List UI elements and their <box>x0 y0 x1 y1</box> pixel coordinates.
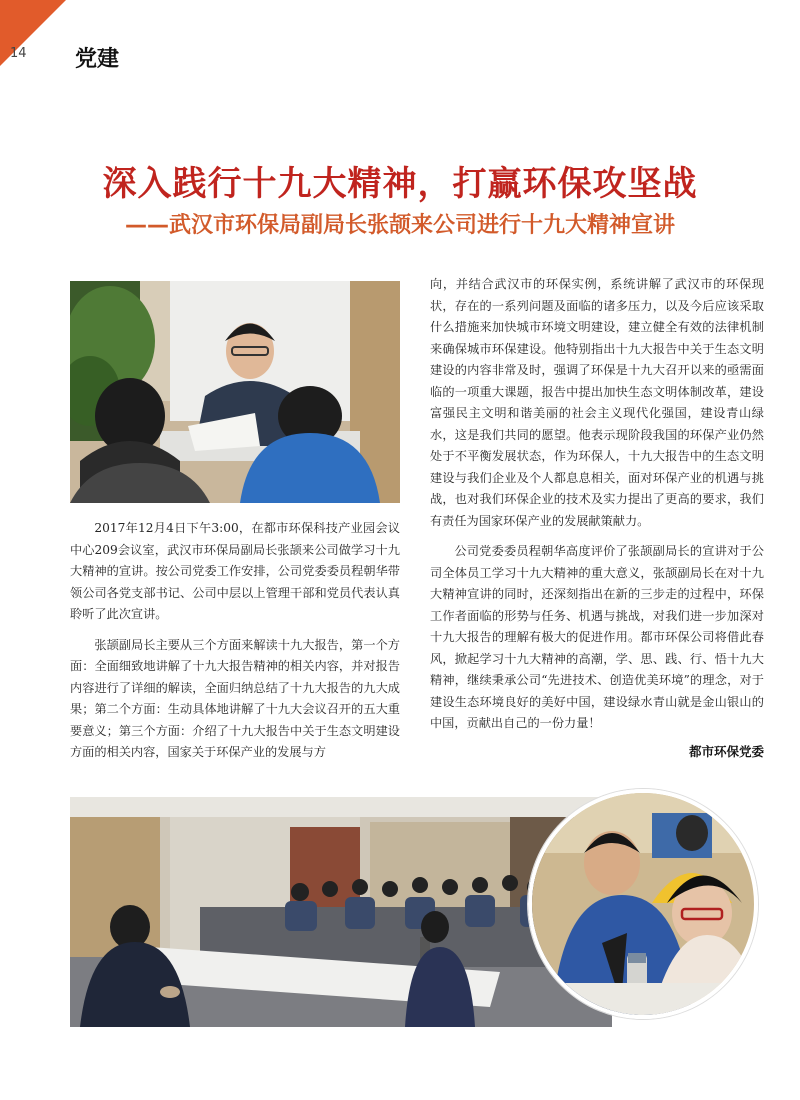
photo-attendees-closeup <box>528 789 758 1019</box>
paragraph: 2017年12月4日下午3:00，在都市环保科技产业园会议中心209会议室，武汉市环保局副局长张颉来公司做学习十九大精神的宣讲。按公司党委工作安排，公司党委委员程朝华带领公司各党支部书记、公司中层以上管理干部和党员代表认真聆听了此次宣讲。 <box>70 521 400 621</box>
section-label: 党建 <box>75 47 120 72</box>
article-column-right <box>430 274 764 744</box>
page-number: 14 <box>10 46 27 61</box>
photo-speaker <box>70 281 400 503</box>
article-title: 深入践行十九大精神，打赢环保攻坚战 <box>102 164 698 204</box>
article-subtitle: ——武汉市环保局副局长张颉来公司进行十九大精神宣讲 <box>124 213 675 238</box>
article-column-left <box>70 518 400 773</box>
article-signature: 都市环保党委 <box>688 744 764 759</box>
paragraph: 张颉副局长主要从三个方面来解读十九大报告，第一个方面：全面细致地讲解了十九大报告精神的相关内容，并对报告内容进行了详细的解读，全面归纳总结了十九大报告的九大成果；第二个方面：生动具体地讲解了十九大会议召开的五大重要意义；第三个方面：介绍了十九大报告中关于生态文明建设方面的相关内容，国家关于环保产业的发展与方 <box>70 637 400 759</box>
paragraph: 向，并结合武汉市的环保实例，系统讲解了武汉市的环保现状，存在的一系列问题及面临的诸多压力，以及今后应该采取什么措施来加快城市环境文明建设，建立健全有效的法律机制来确保城市环保建设。他特别指出十九大报告中关于生态文明建设的内容非常及时，强调了环保是十九大召开以来的亟需面临的一项重大课题，报告中提出加快生态文明体制改革，建设富强民主文明和谐美丽的社会主义现代化强国，建设青山绿水，这是我们共同的愿望。他表示现阶段我国的环保产业仍然处于不平衡发展状态，作为环保人，十九大报告中的生态文明建设与我们企业及个人都息息相关，面对环保产业的机遇与挑战，也对我们环保企业的技术及实力提出了更高的要求，我们有责任为国家环保产业的发展献策献力。 <box>430 277 764 528</box>
paragraph: 公司党委委员程朝华高度评价了张颉副局长的宣讲对于公司全体员工学习十九大精神的重大意义，张颉副局长在对十九大精神宣讲的同时，还深刻指出在新的三步走的过程中，环保工作者面临的形势与任务、机遇与挑战，对我们进一步加深对十九大报告的理解有极大的促进作用。都市环保公司将借此春风，掀起学习十九大精神的高潮，学、思、践、行、悟十九大精神，继续秉承公司“先进技术、创造优美环境”的理念，对于建设生态环境良好的美好中国，建设绿水青山就是金山银山的中国，贡献出自己的一份力量！ <box>430 544 764 730</box>
